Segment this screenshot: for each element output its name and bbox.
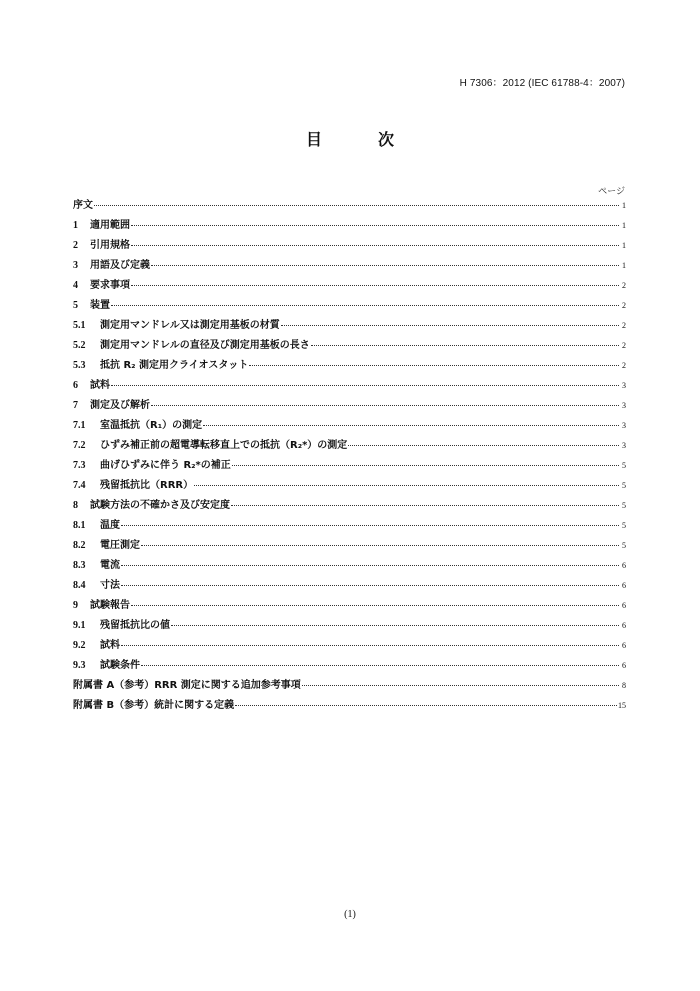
toc-entry[interactable] — [73, 276, 626, 296]
toc-entry-title: 室温抵抗（R₁）の測定 — [100, 420, 203, 431]
toc-entry[interactable] — [73, 436, 626, 456]
dot-leader — [151, 264, 619, 266]
toc-entry-title: 要求事項 — [90, 280, 130, 291]
dot-leader — [94, 204, 619, 206]
toc-entry[interactable] — [73, 336, 626, 356]
dot-leader — [311, 344, 619, 346]
toc-entry[interactable] — [73, 376, 626, 396]
toc-entry-page: 6 — [622, 661, 626, 670]
toc-entry-number: 7 — [73, 400, 78, 411]
toc-entry-number: 5 — [73, 300, 78, 311]
page-column-label: ページ — [598, 187, 625, 197]
dot-leader — [111, 304, 619, 306]
toc-entry-title: 試料 — [100, 640, 120, 651]
toc-entry-title: 試験方法の不確かさ及び安定度 — [90, 500, 230, 511]
toc-entry[interactable] — [73, 536, 626, 556]
toc-entry-number: 6 — [73, 380, 78, 391]
toc-entry[interactable] — [73, 396, 626, 416]
dot-leader — [141, 544, 619, 546]
dot-leader — [203, 424, 619, 426]
dot-leader — [121, 524, 619, 526]
toc-entry[interactable] — [73, 216, 626, 236]
toc-entry-number: 5.1 — [73, 320, 86, 331]
toc-entry[interactable] — [73, 236, 626, 256]
toc-entry-page: 5 — [622, 501, 626, 510]
toc-entry[interactable] — [73, 676, 626, 696]
toc-entry[interactable] — [73, 636, 626, 656]
dot-leader — [348, 444, 619, 446]
toc-entry-title: 残留抵抗比の値 — [100, 620, 170, 631]
toc-entry-page: 2 — [622, 281, 626, 290]
dot-leader — [151, 404, 619, 406]
toc-entry-number: 1 — [73, 220, 78, 231]
toc-entry-page: 6 — [622, 581, 626, 590]
toc-entry-number: 9.2 — [73, 640, 86, 651]
toc-entry-title: 抵抗 R₂ 測定用クライオスタット — [100, 360, 249, 371]
toc-entry-number: 9.3 — [73, 660, 86, 671]
toc-entry-page: 3 — [622, 381, 626, 390]
standard-number-header: H 7306：2012 (IEC 61788-4：2007) — [459, 78, 625, 89]
toc-entry-title: 温度 — [100, 520, 120, 531]
toc-entry-page: 1 — [622, 221, 626, 230]
toc-entry-page: 3 — [622, 421, 626, 430]
dot-leader — [121, 564, 619, 566]
toc-entry-page: 15 — [618, 701, 626, 710]
page-footer-number: (1) — [344, 909, 356, 920]
toc-entry-number: 8 — [73, 500, 78, 511]
toc-entry-number: 8.2 — [73, 540, 86, 551]
toc-entry[interactable] — [73, 616, 626, 636]
dot-leader — [141, 664, 619, 666]
dot-leader — [232, 464, 619, 466]
toc-entry-number: 4 — [73, 280, 78, 291]
toc-entry-number: 7.3 — [73, 460, 86, 471]
toc-entry-title: 試験条件 — [100, 660, 140, 671]
toc-entry-page: 5 — [622, 521, 626, 530]
toc-entry-page: 5 — [622, 461, 626, 470]
toc-entry-page: 6 — [622, 641, 626, 650]
toc-entry-page: 5 — [622, 481, 626, 490]
toc-entry-title: 曲げひずみに伴う R₂*の補正 — [100, 460, 231, 471]
toc-entry-page: 1 — [622, 241, 626, 250]
dot-leader — [121, 584, 619, 586]
toc-entry-number: 8.4 — [73, 580, 86, 591]
dot-leader — [231, 504, 619, 506]
dot-leader — [131, 284, 619, 286]
toc-entry-title: 残留抵抗比（RRR） — [100, 480, 194, 491]
toc-entry[interactable] — [73, 516, 626, 536]
toc-entry-page: 5 — [622, 541, 626, 550]
toc-entry-page: 3 — [622, 401, 626, 410]
page-title: 目 次 — [305, 130, 414, 149]
dot-leader — [302, 684, 619, 686]
toc-entry-number: 2 — [73, 240, 78, 251]
dot-leader — [235, 704, 617, 706]
toc-entry-page: 2 — [622, 301, 626, 310]
toc-entry-number: 5.2 — [73, 340, 86, 351]
dot-leader — [281, 324, 619, 326]
dot-leader — [111, 384, 619, 386]
toc-entry-title: 序文 — [73, 200, 93, 211]
dot-leader — [249, 364, 619, 366]
toc-entry[interactable] — [73, 256, 626, 276]
toc-entry-title: 引用規格 — [90, 240, 130, 251]
toc-entry-number: 7.4 — [73, 480, 86, 491]
toc-entry[interactable] — [73, 356, 626, 376]
toc-entry-title: 寸法 — [100, 580, 120, 591]
toc-entry-page: 2 — [622, 341, 626, 350]
toc-entry-title: 附属書 A（参考）RRR 測定に関する追加参考事項 — [73, 680, 301, 691]
toc-entry-page: 2 — [622, 361, 626, 370]
toc-entry-page: 1 — [622, 201, 626, 210]
toc-entry-number: 8.1 — [73, 520, 86, 531]
toc-entry-title: 電流 — [100, 560, 120, 571]
toc-entry-number: 8.3 — [73, 560, 86, 571]
toc-entry-page: 1 — [622, 261, 626, 270]
toc-entry[interactable] — [73, 456, 626, 476]
toc-entry-title: 適用範囲 — [90, 220, 130, 231]
toc-entry-number: 9 — [73, 600, 78, 611]
toc-entry-number: 3 — [73, 260, 78, 271]
toc-entry[interactable] — [73, 416, 626, 436]
dot-leader — [171, 624, 619, 626]
toc-entry-page: 6 — [622, 601, 626, 610]
toc-entry[interactable] — [73, 316, 626, 336]
toc-entry[interactable] — [73, 476, 626, 496]
toc-entry[interactable] — [73, 696, 626, 716]
toc-entry-title: ひずみ補正前の超電導転移直上での抵抗（R₂*）の測定 — [100, 440, 348, 451]
toc-entry-title: 試験報告 — [90, 600, 130, 611]
dot-leader — [131, 224, 619, 226]
toc-entry[interactable] — [73, 596, 626, 616]
toc-entry-page: 6 — [622, 561, 626, 570]
toc-entry[interactable] — [73, 196, 626, 216]
toc-entry-title: 試料 — [90, 380, 110, 391]
toc-entry-title: 用語及び定義 — [90, 260, 150, 271]
toc-entry[interactable] — [73, 296, 626, 316]
dot-leader — [131, 244, 619, 246]
toc-entry[interactable] — [73, 496, 626, 516]
toc-entry-page: 2 — [622, 321, 626, 330]
toc-entry-title: 測定及び解析 — [90, 400, 150, 411]
toc-entry-title: 測定用マンドレル又は測定用基板の材質 — [100, 320, 280, 331]
toc-entry[interactable] — [73, 556, 626, 576]
toc-entry[interactable] — [73, 576, 626, 596]
dot-leader — [194, 484, 619, 486]
toc-entry-title: 装置 — [90, 300, 110, 311]
dot-leader — [131, 604, 619, 606]
toc-entry[interactable] — [73, 656, 626, 676]
toc-entry-number: 5.3 — [73, 360, 86, 371]
toc-entry-number: 7.1 — [73, 420, 86, 431]
toc-entry-title: 測定用マンドレルの直径及び測定用基板の長さ — [100, 340, 310, 351]
toc-entry-page: 6 — [622, 621, 626, 630]
toc-entry-page: 3 — [622, 441, 626, 450]
dot-leader — [121, 644, 619, 646]
toc-entry-page: 8 — [622, 681, 626, 690]
toc-entry-title: 電圧測定 — [100, 540, 140, 551]
table-of-contents — [73, 196, 626, 716]
toc-entry-number: 7.2 — [73, 440, 86, 451]
toc-entry-number: 9.1 — [73, 620, 86, 631]
toc-entry-title: 附属書 B（参考）統計に関する定義 — [73, 700, 235, 711]
